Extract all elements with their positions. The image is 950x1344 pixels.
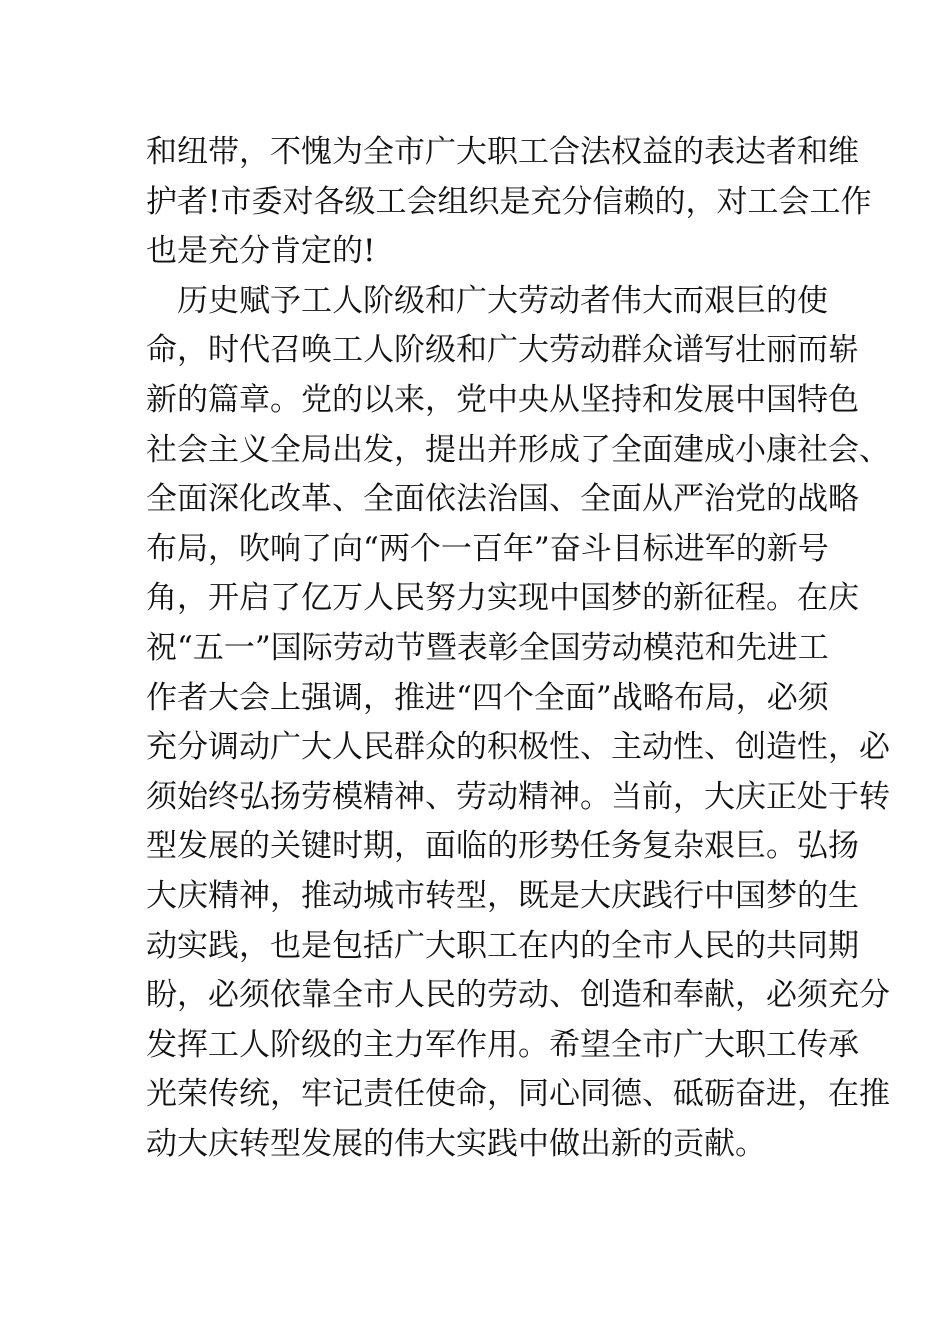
text-line: 角，开启了亿万人民努力实现中国梦的新征程。在庆 (146, 580, 859, 617)
text-line: 布局，吹响了向“两个一百年”奋斗目标进军的新号 (146, 530, 829, 567)
text-line: 型发展的关键时期，面临的形势任务复杂艰巨。弘扬 (146, 828, 859, 865)
text-line: 动实践，也是包括广大职工在内的全市人民的共同期 (146, 927, 859, 964)
text-line: 光荣传统，牢记责任使命，同心同德、砥砺奋进，在推 (146, 1076, 890, 1113)
document-body (146, 128, 890, 1169)
paragraph-2 (146, 277, 890, 1170)
text-line: 全面深化改革、全面依法治国、全面从严治党的战略 (146, 481, 859, 518)
text-line: 充分调动广大人民群众的积极性、主动性、创造性，必 (146, 729, 890, 766)
text-line: 也是充分肯定的! (146, 233, 376, 270)
text-line: 祝“五一”国际劳动节暨表彰全国劳动模范和先进工 (146, 629, 829, 666)
text-line: 盼，必须依靠全市人民的劳动、创造和奉献，必须充分 (146, 977, 890, 1014)
text-line: 新的篇章。党的以来，党中央从坚持和发展中国特色 (146, 381, 859, 418)
text-line: 命，时代召唤工人阶级和广大劳动群众谱写壮丽而崭 (146, 332, 859, 369)
text-line: 社会主义全局出发，提出并形成了全面建成小康社会、 (146, 431, 890, 468)
text-line: 历史赋予工人阶级和广大劳动者伟大而艰巨的使 (146, 282, 828, 319)
text-line: 须始终弘扬劳模精神、劳动精神。当前，大庆正处于转 (146, 778, 890, 815)
text-line: 作者大会上强调，推进“四个全面”战略布局，必须 (146, 679, 829, 716)
text-line: 大庆精神，推动城市转型，既是大庆践行中国梦的生 (146, 877, 859, 914)
text-line: 动大庆转型发展的伟大实践中做出新的贡献。 (146, 1125, 766, 1162)
text-line: 护者!市委对各级工会组织是充分信赖的，对工会工作 (146, 183, 872, 220)
paragraph-1 (146, 128, 872, 277)
text-line: 发挥工人阶级的主力军作用。希望全市广大职工传承 (146, 1026, 859, 1063)
text-line: 和纽带，不愧为全市广大职工合法权益的表达者和维 (146, 134, 859, 170)
